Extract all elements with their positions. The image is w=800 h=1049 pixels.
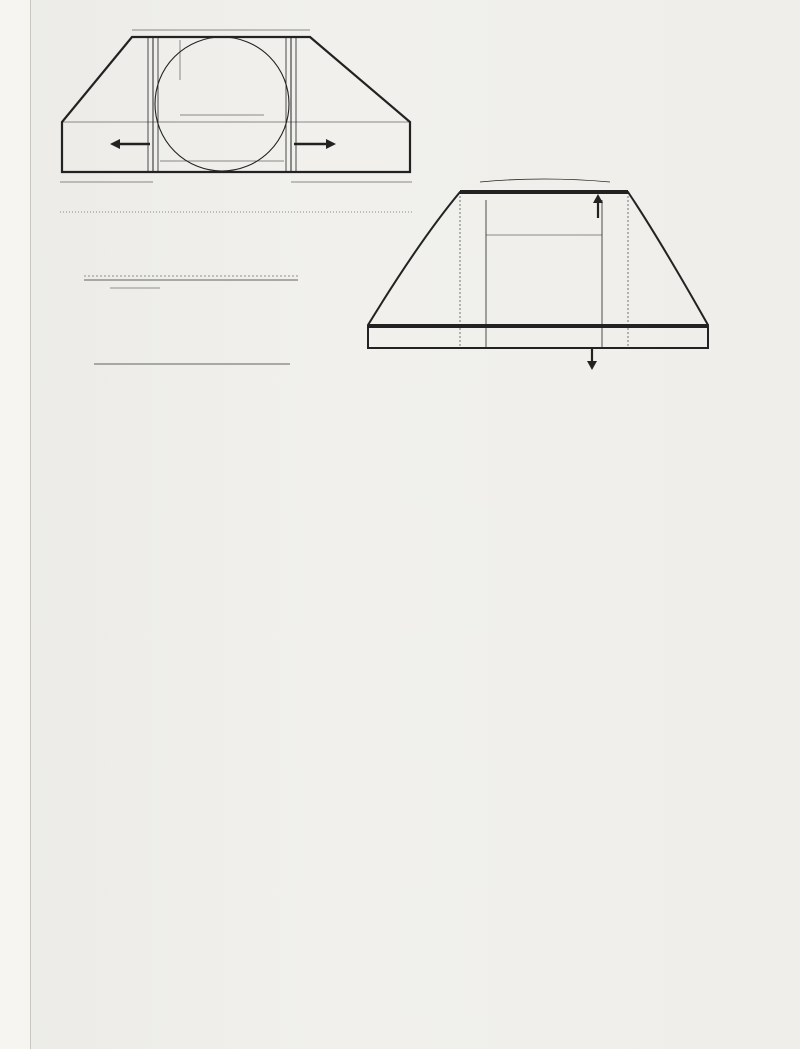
collar-hem-diagram	[360, 170, 760, 370]
cape-outline	[62, 37, 410, 172]
previous-page-edge	[0, 0, 31, 1049]
edging-a-chart	[80, 252, 310, 296]
edging-b-chart	[90, 330, 300, 374]
motif-circle	[155, 37, 289, 171]
